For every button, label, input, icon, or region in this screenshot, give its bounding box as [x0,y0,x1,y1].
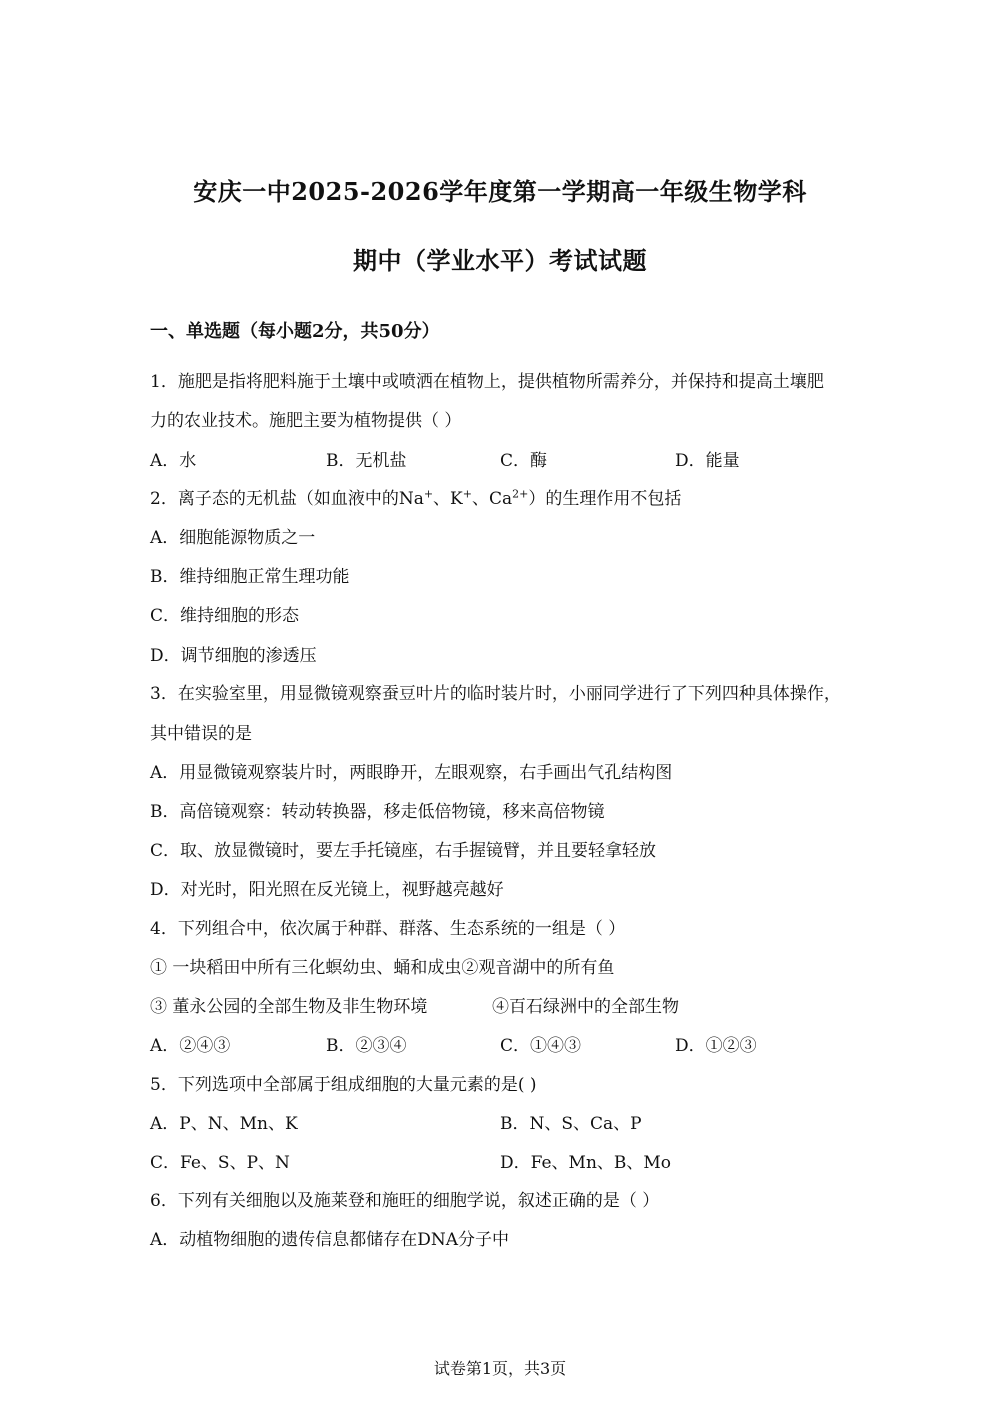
q2-stem-pre: 2．离子态的无机盐（如血液中的Na [150,489,424,509]
q3-option-c: C．取、放显微镜时，要左手托镜座，右手握镜臂，并且要轻拿轻放 [150,841,657,861]
q4-item4: ④百石绿洲中的全部生物 [492,997,679,1017]
q1-stem-line1: 1．施肥是指将肥料施于土壤中或喷洒在植物上，提供植物所需养分，并保持和提高土壤肥 [150,372,824,392]
q3-option-b: B．高倍镜观察：转动转换器，移走低倍物镜，移来高倍物镜 [150,802,605,822]
q2-option-c: C．维持细胞的形态 [150,606,300,626]
q2-stem [150,488,681,510]
q2-stem-post: ）的生理作用不包括 [528,489,682,509]
q1-option-a: A．水 [150,451,197,471]
q6-option-a: A．动植物细胞的遗传信息都储存在DNA分子中 [150,1230,510,1250]
q2-option-d: D．调节细胞的渗透压 [150,646,317,666]
q4-option-d: D．①②③ [675,1036,757,1056]
page-footer: 试卷第1页，共3页 [433,1359,567,1378]
q3-option-d: D．对光时，阳光照在反光镜上，视野越亮越好 [150,880,504,900]
q2-sep2: 、Ca [471,489,513,509]
q5-option-a: A．P、N、Mn、K [150,1114,298,1134]
q4-option-a: A．②④③ [150,1036,231,1056]
q4-option-c: C．①④③ [500,1036,582,1056]
q6-stem: 6．下列有关细胞以及施莱登和施旺的细胞学说，叙述正确的是（ ） [150,1191,660,1211]
q5-stem: 5．下列选项中全部属于组成细胞的大量元素的是( ) [150,1075,537,1095]
q3-stem-line2: 其中错误的是 [150,724,252,744]
q3-option-a: A．用显微镜观察装片时，两眼睁开，左眼观察，右手画出气孔结构图 [150,763,673,783]
q5-option-d: D．Fe、Mn、B、Mo [500,1153,672,1173]
q4-option-b: B．②③④ [326,1036,407,1056]
q1-stem-line2: 力的农业技术。施肥主要为植物提供（ ） [150,411,462,431]
q1-option-c: C．酶 [500,451,548,471]
q4-stem: 4．下列组合中，依次属于种群、群落、生态系统的一组是（ ） [150,919,626,939]
exam-title-line2: 期中（学业水平）考试试题 [353,246,647,275]
q2-option-a: A．细胞能源物质之一 [150,528,316,548]
q1-option-b: B．无机盐 [326,451,407,471]
q2-option-b: B．维持细胞正常生理功能 [150,567,350,587]
q2-ion2-charge: + [462,487,472,501]
q2-sep1: 、K [433,489,463,509]
q3-stem-line1: 3．在实验室里，用显微镜观察蚕豆叶片的临时装片时，小丽同学进行了下列四种具体操作， [150,684,841,704]
q2-ion1-charge: + [423,487,434,501]
exam-title-line1: 安庆一中2025-2026学年度第一学期高一年级生物学科 [193,177,807,206]
q4-item3: ③ 董永公园的全部生物及非生物环境 [150,997,428,1017]
q5-option-c: C．Fe、S、P、N [150,1153,290,1173]
q1-option-d: D．能量 [675,451,740,471]
q4-item1: ① 一块稻田中所有三化螟幼虫、蛹和成虫②观音湖中的所有鱼 [150,958,615,978]
section-heading: 一、单选题（每小题2分，共50分） [150,321,440,342]
q2-ion3-charge: 2+ [512,487,529,501]
q5-option-b: B．N、S、Ca、P [500,1114,642,1134]
